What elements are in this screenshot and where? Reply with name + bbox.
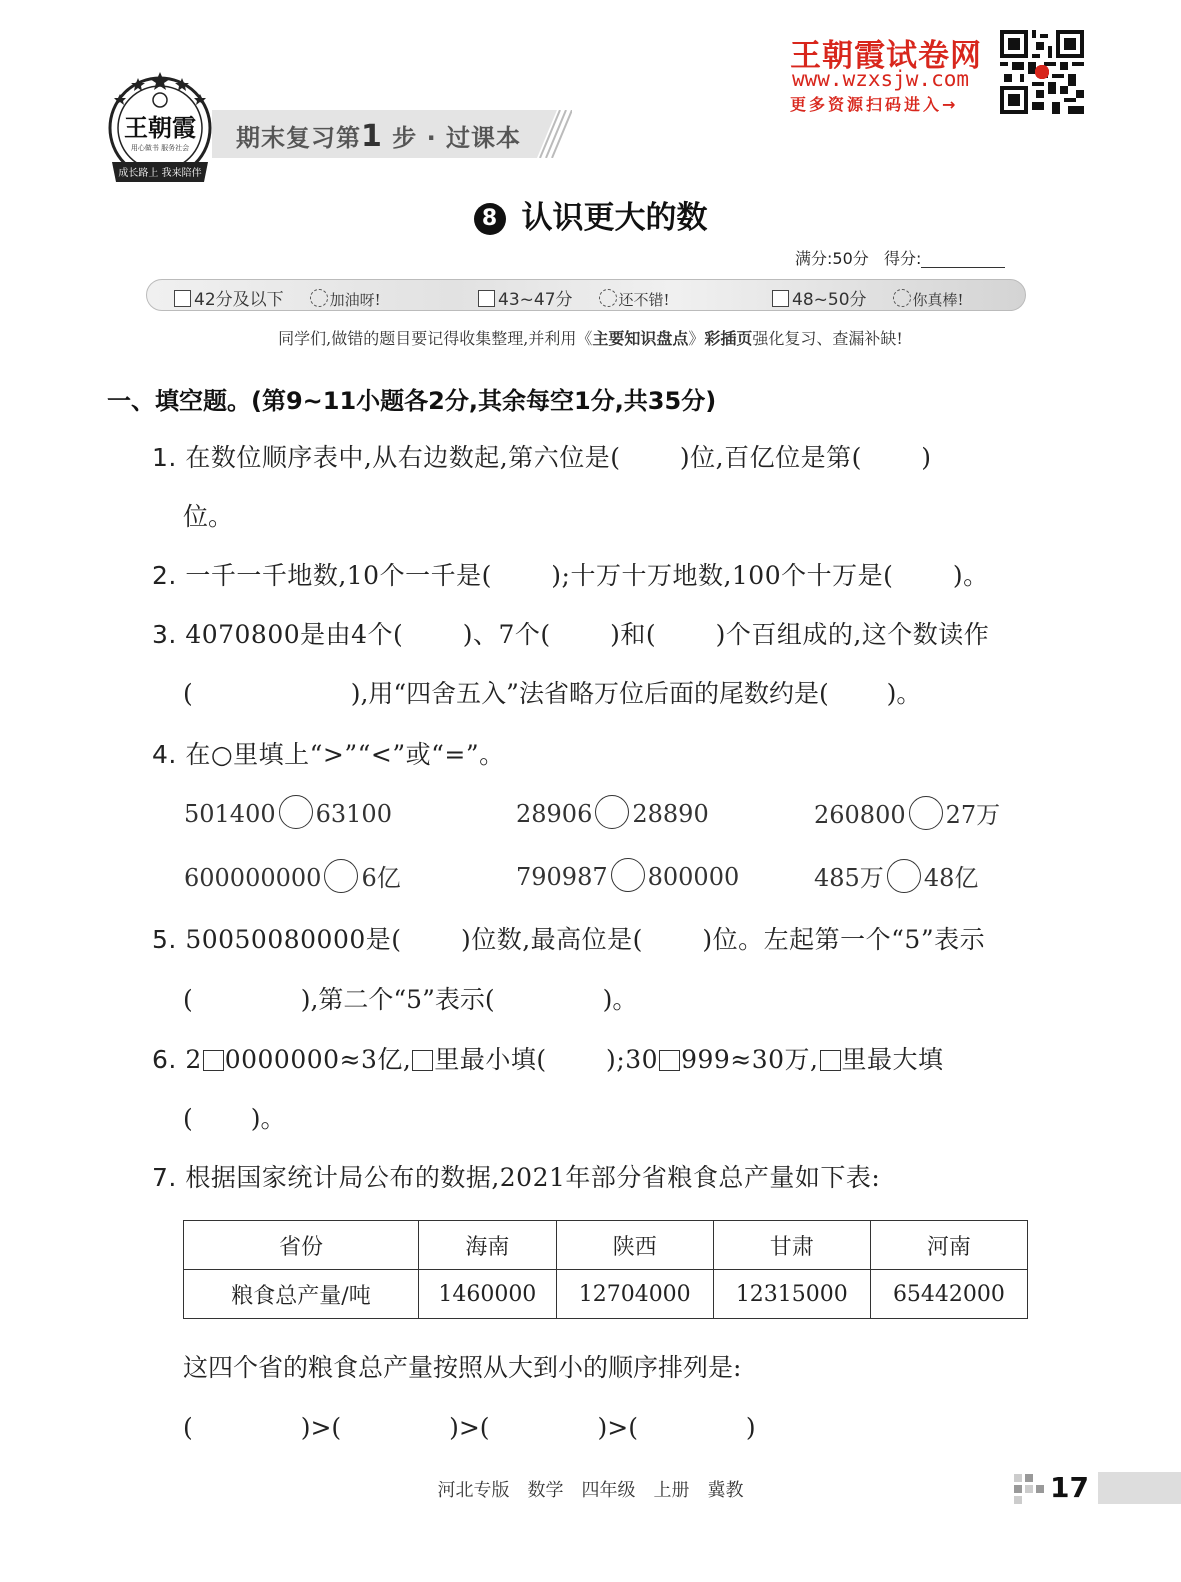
blank-square[interactable]	[412, 1050, 433, 1071]
question-6: 6. 2 0000000≈3亿, 里最小填( );30 999≈30万, 里最大填	[152, 1045, 944, 1074]
compare-item: 501400 63100	[184, 795, 392, 829]
blank-square[interactable]	[659, 1050, 680, 1071]
compare-circle[interactable]	[324, 859, 358, 893]
compare-item: 790987 800000	[516, 858, 739, 892]
blank-square[interactable]	[820, 1050, 841, 1071]
compare-item: 260800 27万	[814, 795, 1000, 830]
badge-name: 王朝霞	[124, 113, 196, 142]
question-5-cont: ( ),第二个“5”表示( )。	[183, 985, 638, 1014]
question-4: 4. 在○里填上“>”“<”或“=”。	[152, 740, 505, 769]
grain-production-table	[183, 1220, 1028, 1319]
rating-option-low[interactable]: 42分及以下 加油呀!	[174, 285, 381, 310]
checkbox-icon	[174, 290, 191, 307]
question-5: 5. 50050080000是( )位数,最高位是( )位。左起第一个“5”表示	[152, 925, 986, 954]
table-header-cell: 海南	[419, 1221, 557, 1270]
face-icon	[310, 289, 328, 307]
compare-item: 28906 28890	[516, 795, 709, 829]
step-banner-text: 期末复习第1 步 · 过课本	[236, 119, 522, 154]
qr-code-icon[interactable]	[1000, 30, 1084, 114]
page-title: 8 认识更大的数	[0, 192, 1181, 237]
rating-option-mid[interactable]: 43~47分 还不错!	[478, 285, 670, 310]
question-2: 2. 一千一千地数,10个一千是( );十万十万地数,100个十万是( )。	[152, 561, 989, 590]
table-cell: 65442000	[870, 1270, 1027, 1319]
compare-item: 600000000 6亿	[184, 858, 401, 893]
badge-motto: 用心做书 服务社会	[130, 144, 190, 152]
badge-ribbon: 成长路上 我来陪伴	[118, 168, 202, 179]
compare-item: 485万 48亿	[814, 858, 978, 893]
question-1: 1. 在数位顺序表中,从右边数起,第六位是( )位,百亿位是第( )	[152, 443, 932, 472]
table-header-cell: 陕西	[556, 1221, 713, 1270]
checkbox-icon	[772, 290, 789, 307]
table-cell: 12704000	[556, 1270, 713, 1319]
question-7-order-prompt: 这四个省的粮食总产量按照从大到小的顺序排列是:	[183, 1353, 742, 1382]
table-cell: 1460000	[419, 1270, 557, 1319]
corner-pattern-icon	[1014, 1474, 1044, 1504]
checkbox-icon	[478, 290, 495, 307]
question-7-order-answer: ( )>( )>( )>( )	[183, 1413, 756, 1442]
table-row	[184, 1270, 1028, 1319]
question-1-cont: 位。	[183, 502, 234, 531]
table-header-cell: 河南	[870, 1221, 1027, 1270]
table-row-label: 粮食总产量/吨	[184, 1270, 419, 1319]
score-blank[interactable]	[921, 251, 1005, 268]
compare-circle[interactable]	[595, 795, 629, 829]
page-number-bar	[1098, 1472, 1181, 1504]
brand-name: 王朝霞试卷网	[790, 38, 982, 74]
question-3-cont: ( ),用“四舍五入”法省略万位后面的尾数约是( )。	[183, 679, 922, 708]
footer-edition: 河北专版 数学 四年级 上册 冀教	[437, 1480, 744, 1501]
section-heading-fill-blank: 一、填空题。(第9~11小题各2分,其余每空1分,共35分)	[107, 387, 717, 415]
page-number: 17	[1050, 1471, 1089, 1504]
question-3: 3. 4070800是由4个( )、7个( )和( )个百组成的,这个数读作	[152, 620, 990, 649]
question-6-cont: ( )。	[183, 1104, 286, 1133]
face-icon	[893, 289, 911, 307]
compare-circle[interactable]	[887, 859, 921, 893]
table-cell: 12315000	[713, 1270, 870, 1319]
compare-circle[interactable]	[909, 796, 943, 830]
rating-option-high[interactable]: 48~50分 你真棒!	[772, 285, 964, 310]
score-line: 满分:50分 得分:	[795, 246, 1005, 269]
table-header-cell: 甘肃	[713, 1221, 870, 1270]
table-header-cell: 省份	[184, 1221, 419, 1270]
publisher-badge-logo	[108, 70, 212, 188]
blank-square[interactable]	[203, 1050, 224, 1071]
compare-circle[interactable]	[611, 858, 645, 892]
scan-hint: 更多资源扫码进入→	[790, 95, 959, 114]
compare-circle[interactable]	[279, 795, 313, 829]
table-header-row	[184, 1221, 1028, 1270]
tip-text: 同学们,做错的题目要记得收集整理,并利用《主要知识盘点》彩插页强化复习、查漏补缺!	[278, 329, 903, 348]
face-icon	[599, 289, 617, 307]
question-7: 7. 根据国家统计局公布的数据,2021年部分省粮食总产量如下表:	[152, 1163, 881, 1192]
brand-url[interactable]: www.wzxsjw.com	[792, 67, 970, 91]
